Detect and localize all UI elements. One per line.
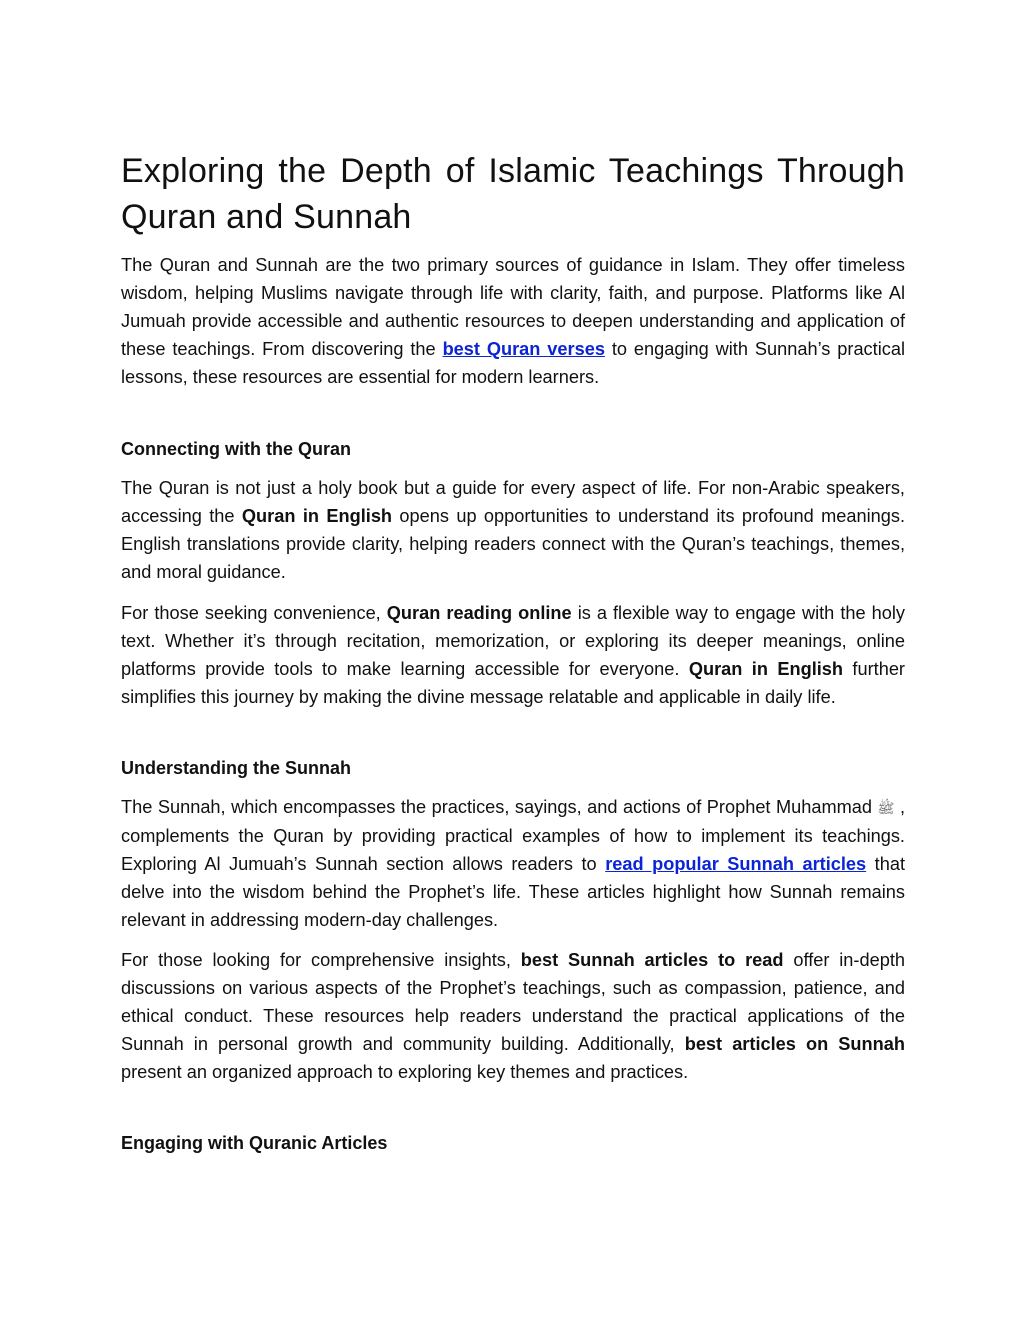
intro-paragraph bbox=[121, 251, 905, 391]
intro-text-1: The Quran and Sunnah are the two primary sources of guidance in Islam. They offer timeless wisdom, helping Muslims navigate through life with clarity, faith, and purpose. Platforms like Al Jumuah provide accessible and authentic resources to deepen understanding and application of these teachings. From discovering the bbox=[121, 255, 905, 359]
quran-p1-text-2: opens up opportunities to understand its profound meanings. English translations provide clarity, helping readers connect with the Quran’s teachings, themes, and moral guidance. bbox=[121, 506, 905, 582]
heading-engaging-quranic-articles: Engaging with Quranic Articles bbox=[121, 1133, 388, 1153]
quran-in-english-bold-2: Quran in English bbox=[688, 659, 844, 679]
sunnah-p1-text-3: that delve into the wisdom behind the Prophet’s life. These articles highlight how Sunnah remains relevant in addressing modern-day challenges. bbox=[121, 854, 906, 930]
quran-reading-online-bold: Quran reading online bbox=[386, 603, 572, 623]
sunnah-paragraph-1 bbox=[121, 793, 905, 934]
sunnah-paragraph-2 bbox=[121, 946, 905, 1086]
quran-p2-text-3: further simplifies this journey by making the divine message relatable and applicable in daily life. bbox=[121, 659, 905, 707]
sunnah-p1-text-2: , complements the Quran by providing practical examples of how to implement its teachings. Exploring Al Jumuah’s Sunnah section allows readers to bbox=[121, 797, 905, 874]
sunnah-p2-text-2: offer in-depth discussions on various aspects of the Prophet’s teachings, such as compassion, patience, and ethical conduct. These resources help readers understand the practical applications of the Sunnah in personal growth and community building. Additionally, bbox=[121, 950, 905, 1054]
quran-in-english-bold: Quran in English bbox=[241, 506, 393, 526]
page-title: Exploring the Depth of Islamic Teachings Through Quran and Sunnah bbox=[121, 152, 905, 236]
sunnah-p2-text-1: For those looking for comprehensive insights, bbox=[121, 950, 521, 970]
quran-p2-text-2: is a flexible way to engage with the holy text. Whether it’s through recitation, memorization, or exploring its deeper meanings, online platforms provide tools to make learning accessible for everyone. bbox=[121, 603, 906, 679]
sunnah-p2-text-3: present an organized approach to exploring key themes and practices. bbox=[121, 1062, 689, 1082]
quran-paragraph-1 bbox=[121, 474, 905, 586]
quran-paragraph-2 bbox=[121, 599, 905, 711]
intro-text-2: to engaging with Sunnah’s practical lessons, these resources are essential for modern learners. bbox=[121, 339, 905, 387]
pbuh-symbol: ﷺ bbox=[877, 800, 895, 816]
quran-p2-text-1: For those seeking convenience, bbox=[121, 603, 387, 623]
heading-connecting-quran: Connecting with the Quran bbox=[121, 439, 351, 459]
read-popular-sunnah-articles-link[interactable]: read popular Sunnah articles bbox=[605, 854, 867, 874]
sunnah-p1-text-1: The Sunnah, which encompasses the practices, sayings, and actions of Prophet Muhammad bbox=[121, 797, 878, 817]
best-articles-on-sunnah-bold: best articles on Sunnah bbox=[684, 1034, 905, 1054]
heading-understanding-sunnah: Understanding the Sunnah bbox=[121, 758, 352, 778]
best-sunnah-articles-bold: best Sunnah articles to read bbox=[520, 950, 784, 970]
best-quran-verses-link[interactable]: best Quran verses bbox=[442, 339, 605, 359]
quran-p1-text-1: The Quran is not just a holy book but a guide for every aspect of life. For non-Arabic speakers, accessing the bbox=[121, 478, 905, 526]
